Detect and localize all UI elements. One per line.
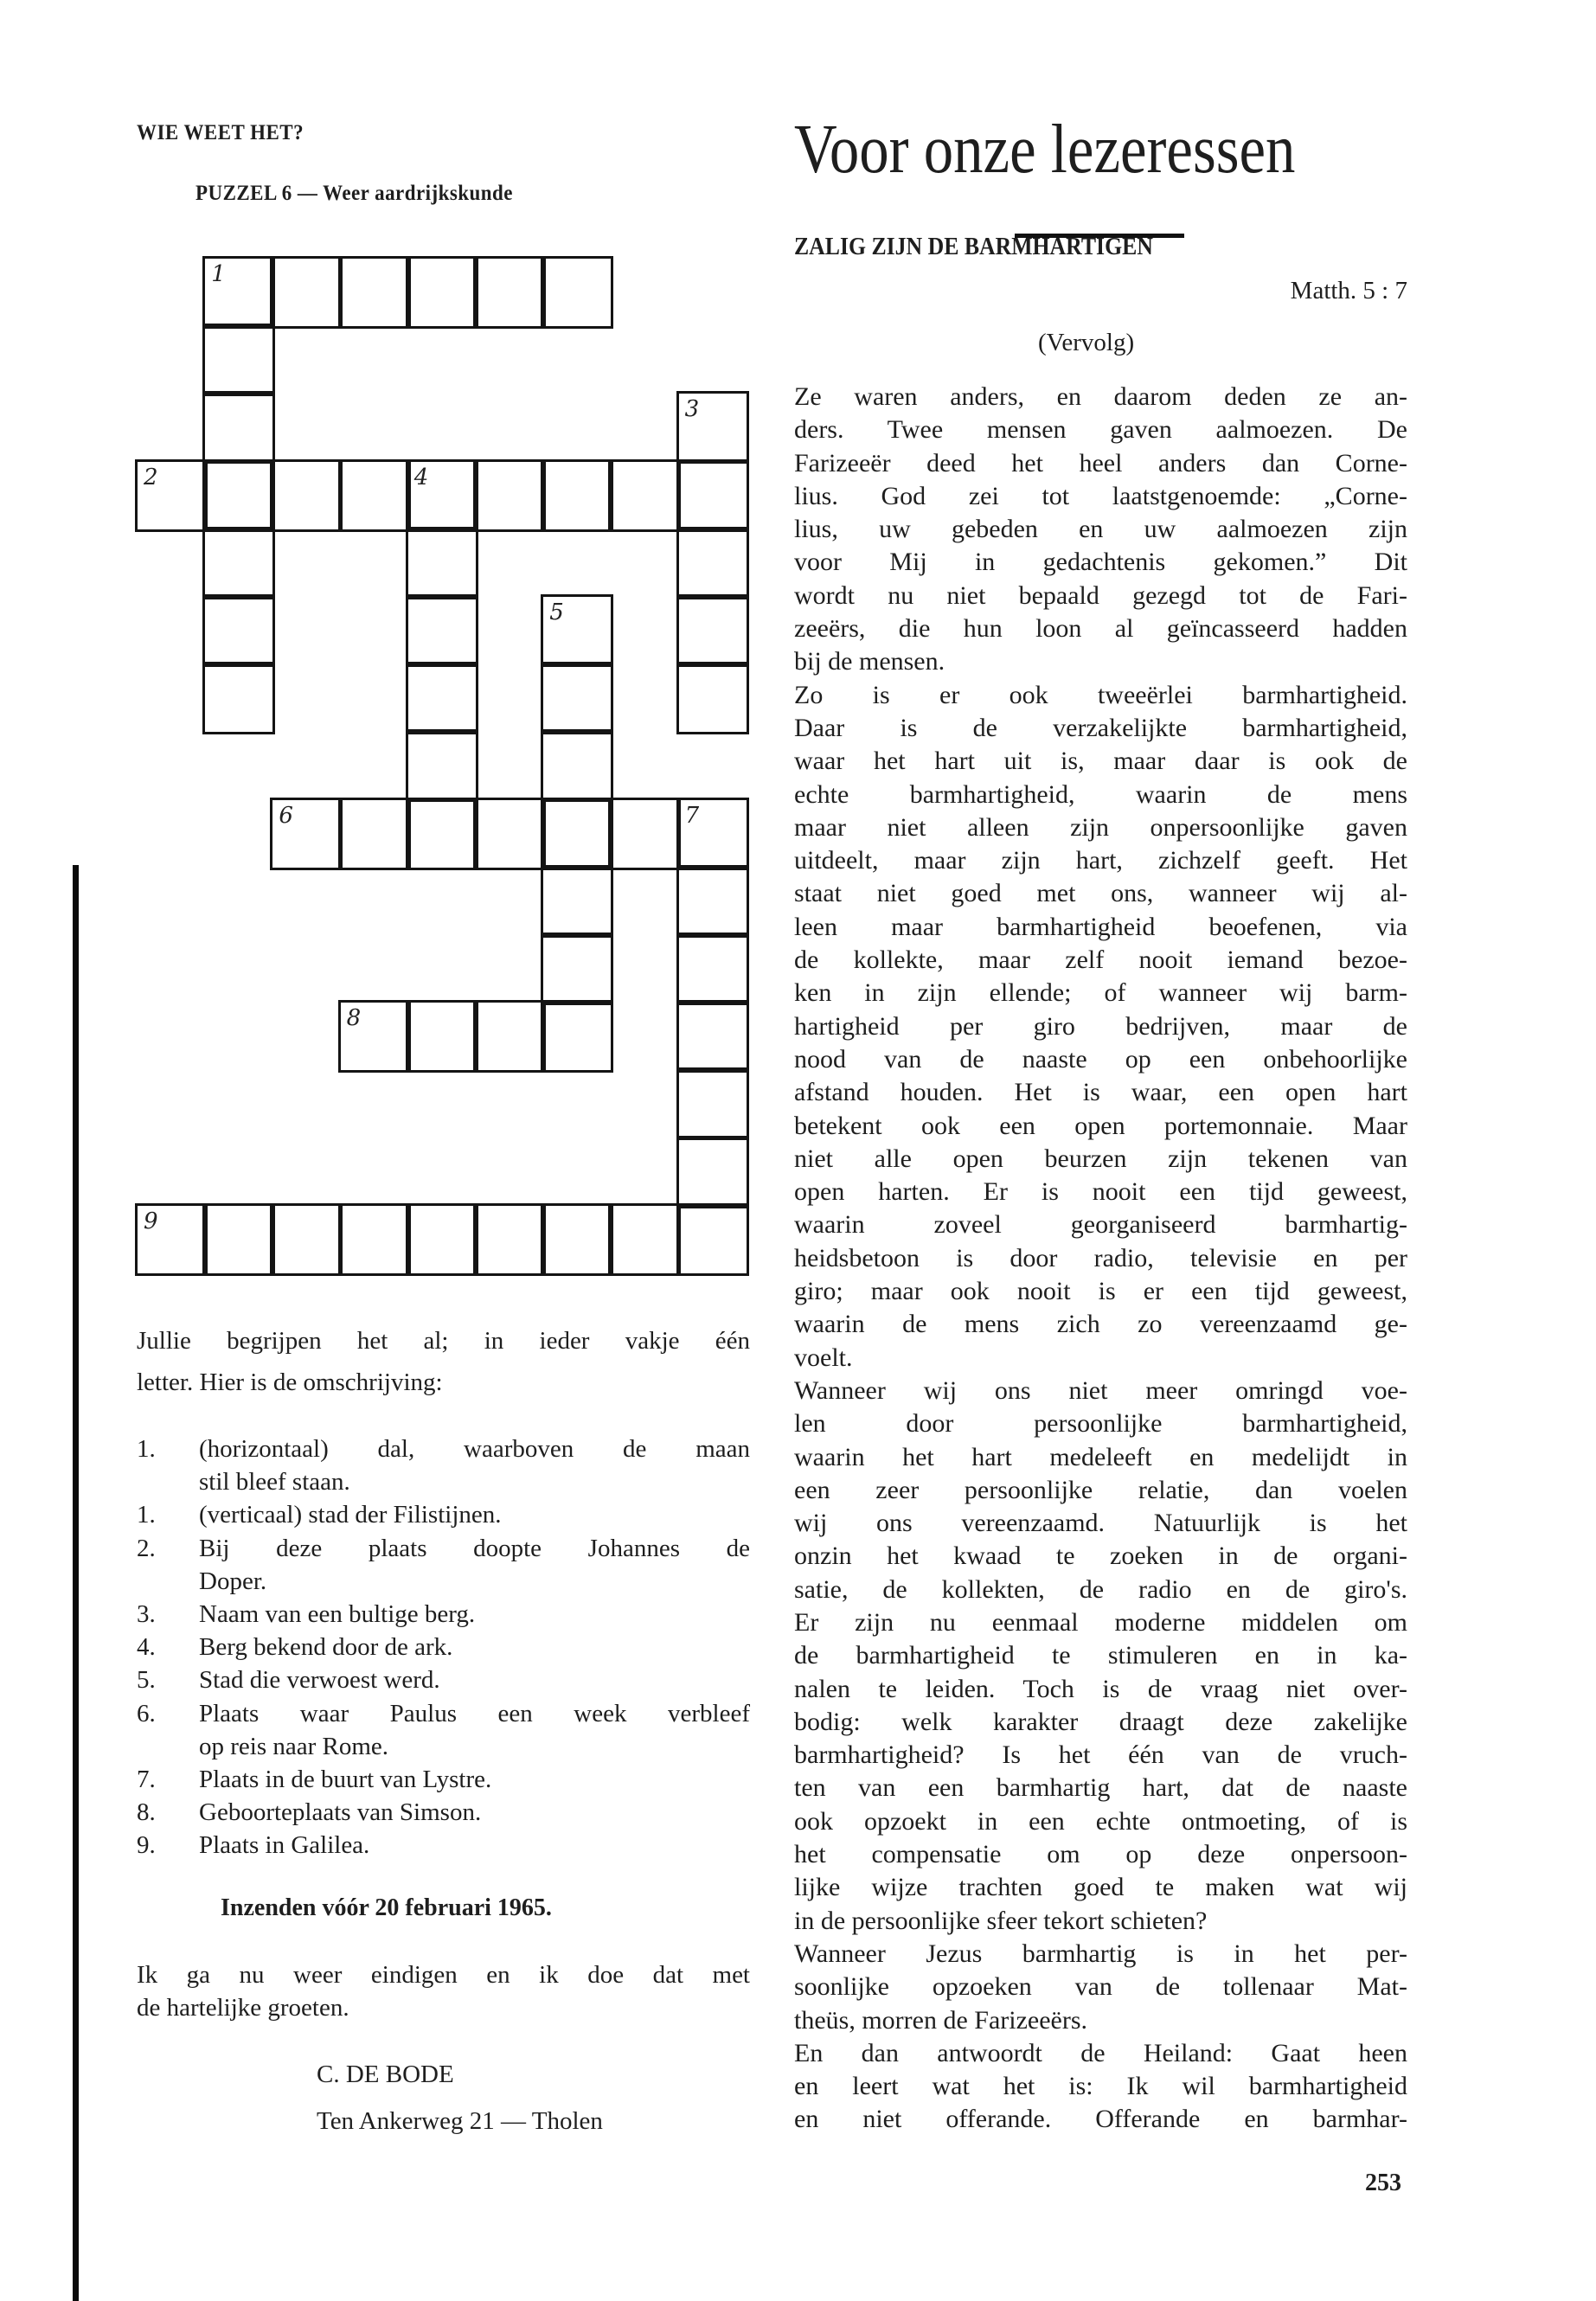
text-line: Doper. [199, 1567, 267, 1595]
text-line: Plaats in de buurt van Lystre. [199, 1765, 492, 1793]
clue-number: 7. [137, 1765, 156, 1793]
crossword-cell[interactable] [676, 1136, 749, 1208]
cell-number: 5 [549, 599, 564, 625]
text-line: ders. Twee mensen gaven aalmoezen. De [794, 415, 1407, 445]
crossword-cell[interactable] [676, 1203, 749, 1276]
clue-number: 3. [137, 1599, 156, 1628]
crossword-cell[interactable] [338, 256, 411, 329]
crossword-cell[interactable] [406, 527, 478, 599]
crossword-cell[interactable] [270, 1203, 343, 1276]
crossword-cell[interactable] [541, 1203, 613, 1276]
cell-number: 2 [144, 464, 158, 490]
text-line: Plaats in Galilea. [199, 1831, 370, 1860]
clue-item [137, 1631, 750, 1663]
crossword-cell[interactable] [676, 527, 749, 599]
crossword-cell[interactable] [541, 1000, 613, 1073]
text-line: Farizeeër deed het heel anders dan Corne- [794, 448, 1407, 478]
clue-item [137, 1763, 750, 1796]
text-line: giro; maar ook nooit is er een tijd geweest, [794, 1277, 1407, 1306]
text-line: en niet offerande. Offerande en barmhar- [794, 2105, 1407, 2134]
text-line: ten van een barmhartig hart, dat de naaste [794, 1773, 1407, 1803]
crossword-cell[interactable] [338, 1203, 411, 1276]
cell-number: 3 [684, 396, 700, 423]
text-line: het compensatie om op deze onpersoon- [794, 1840, 1407, 1869]
clue-text [199, 1697, 750, 1763]
text-line: Er zijn nu eenmaal moderne middelen om [794, 1607, 1407, 1637]
crossword-cell[interactable] [270, 256, 343, 329]
text-line: open harten. Er is nooit een tijd geweest, [794, 1177, 1407, 1207]
clue-number: 9. [137, 1831, 156, 1860]
crossword-cell[interactable] [676, 662, 749, 734]
crossword-cell[interactable] [541, 256, 613, 329]
clue-item [137, 1532, 750, 1598]
text-line: maar niet alleen zijn onpersoonlijke gaven [794, 812, 1407, 842]
section-heading: WIE WEET HET? [137, 121, 304, 144]
crossword-cell[interactable] [608, 798, 681, 870]
clue-number: 4. [137, 1633, 156, 1662]
crossword-cell[interactable] [676, 933, 749, 1005]
crossword-cell[interactable] [676, 594, 749, 667]
clue-item [137, 1796, 750, 1829]
clue-number: 1. [137, 1435, 156, 1463]
clue-number: 8. [137, 1798, 156, 1827]
crossword-cell[interactable] [676, 459, 749, 532]
text-line: lius, uw gebeden en uw aalmoezen zijn [794, 515, 1407, 544]
crossword-cell[interactable] [406, 1203, 478, 1276]
clue-item [137, 1498, 750, 1531]
crossword-cell[interactable] [541, 933, 613, 1005]
crossword-cell[interactable] [202, 1203, 275, 1276]
text-line: onzin het kwaad te zoeken in de organi- [794, 1541, 1407, 1571]
crossword-cell[interactable] [676, 1067, 749, 1140]
clue-item [137, 1697, 750, 1763]
text-line: de kollekte, maar zelf nooit iemand bezoe- [794, 945, 1407, 975]
clue-list [137, 1433, 750, 1862]
crossword-cell[interactable] [473, 459, 546, 532]
text-line: betekent ook een open portemonnaie. Maar [794, 1111, 1407, 1140]
cell-number: 9 [144, 1208, 158, 1234]
text-line: voor Mij in gedachtenis gekomen.” Dit [794, 548, 1407, 577]
text-line: lijke wijze trachten goed te maken wat wij [794, 1873, 1407, 1902]
text-line: Bij deze plaats doopte Johannes de [199, 1534, 750, 1562]
clue-number: 6. [137, 1699, 156, 1727]
text-line: nood van de naaste op een onbehoorlijke [794, 1044, 1407, 1074]
text-line: nalen te leiden. Toch is de vraag niet over- [794, 1674, 1407, 1703]
text-line: satie, de kollekten, de radio en de giro's. [794, 1574, 1407, 1604]
submission-deadline: Inzenden vóór 20 februari 1965. [221, 1894, 552, 1921]
crossword-cell[interactable] [202, 391, 275, 464]
text-line: uitdeelt, maar zijn hart, zichzelf geeft. Het [794, 846, 1407, 875]
crossword-cell[interactable] [338, 459, 411, 532]
text-line: ken in zijn ellende; of wanneer wij barm- [794, 978, 1407, 1008]
crossword-cell[interactable] [676, 1000, 749, 1073]
clue-number: 5. [137, 1666, 156, 1695]
clue-number: 2. [137, 1534, 156, 1562]
text-line: Berg bekend door de ark. [199, 1633, 453, 1662]
text-line: Naam van een bultige berg. [199, 1599, 476, 1628]
text-line: (verticaal) stad der Filistijnen. [199, 1501, 502, 1529]
text-line: Jullie begrijpen het al; in ieder vakje één [137, 1327, 750, 1355]
crossword-cell[interactable] [202, 527, 275, 599]
crossword-cell[interactable] [541, 729, 613, 802]
text-line: leen maar barmhartigheid beoefenen, via [794, 912, 1407, 941]
text-line: waar het hart uit is, maar daar is ook de [794, 747, 1407, 776]
crossword-cell[interactable] [338, 798, 411, 870]
text-line: staat niet goed met ons, wanneer wij al- [794, 879, 1407, 908]
crossword-cell[interactable] [406, 798, 478, 870]
text-line: een zeer persoonlijke relatie, dan voelen [794, 1475, 1407, 1504]
clue-number: 1. [137, 1501, 156, 1529]
cell-number: 1 [211, 261, 226, 287]
text-line: heidsbetoon is door radio, televisie en per [794, 1243, 1407, 1272]
clue-text [199, 1796, 750, 1829]
clue-item [137, 1598, 750, 1631]
text-line: Stad die verwoest werd. [199, 1666, 440, 1695]
text-line: wordt nu niet bepaald gezegd tot de Fari- [794, 580, 1407, 610]
text-line: de hartelijke groeten. [137, 1994, 349, 2022]
text-line: Wanneer Jezus barmhartig is in het per- [794, 1939, 1407, 1968]
cell-number: 8 [346, 1005, 362, 1032]
text-line: Plaats waar Paulus een week verbleef [199, 1699, 750, 1727]
text-line: barmhartigheid? Is het één van de vruch- [794, 1740, 1407, 1770]
crossword-cell[interactable] [202, 594, 275, 667]
text-line: lius. God zei tot laatstgenoemde: „Corne- [794, 481, 1407, 510]
text-line: Ze waren anders, en daarom deden ze an- [794, 382, 1407, 411]
text-line: bij de mensen. [794, 647, 945, 676]
text-line: hartigheid per giro bedrijven, maar de [794, 1011, 1407, 1041]
clue-text [199, 1631, 750, 1663]
article-body [794, 381, 1407, 2137]
signature-address: Ten Ankerweg 21 — Tholen [317, 2107, 603, 2135]
cell-number: 7 [684, 802, 700, 829]
clue-text [199, 1829, 750, 1862]
continued-label: (Vervolg) [1038, 329, 1135, 356]
crossword-cell[interactable] [473, 798, 546, 870]
text-line: op reis naar Rome. [199, 1732, 389, 1760]
crossword-cell[interactable] [406, 256, 478, 329]
text-line: in de persoonlijke sfeer tekort schieten? [794, 1906, 1208, 1935]
signature-name: C. DE BODE [317, 2061, 454, 2088]
text-line: niet alle open beurzen zijn tekenen van [794, 1144, 1407, 1173]
crossword-cell[interactable] [202, 662, 275, 734]
puzzle-title: PUZZEL 6 — Weer aardrijkskunde [195, 182, 513, 205]
clue-text [199, 1498, 750, 1531]
clue-text [199, 1433, 750, 1498]
crossword-cell[interactable] [473, 256, 546, 329]
text-line: Geboorteplaats van Simson. [199, 1798, 482, 1827]
text-line: Daar is de verzakelijkte barmhartigheid, [794, 713, 1407, 742]
text-line: En dan antwoordt de Heiland: Gaat heen [794, 2038, 1407, 2067]
clue-text [199, 1598, 750, 1631]
text-line: afstand houden. Het is waar, een open hart [794, 1078, 1407, 1107]
crossword-cell[interactable] [202, 459, 275, 532]
crossword-cell[interactable] [406, 662, 478, 734]
crossword-cell[interactable] [473, 1203, 546, 1276]
article-title: Voor onze lezeressen [794, 112, 1296, 188]
text-line: Wanneer wij ons niet meer omringd voe- [794, 1375, 1407, 1405]
text-line: (horizontaal) dal, waarboven de maan [199, 1435, 750, 1463]
crossword-cell[interactable] [608, 459, 681, 532]
crossword-cell[interactable] [406, 729, 478, 802]
crossword-cell[interactable] [541, 865, 613, 938]
cell-number: 4 [413, 464, 429, 490]
cell-number: 6 [279, 802, 293, 829]
crossword-cell[interactable] [473, 1000, 546, 1073]
crossword-cell[interactable] [608, 1203, 681, 1276]
closing-text [137, 1958, 750, 2024]
crossword-cell[interactable] [541, 662, 613, 734]
text-line: soonlijke opzoeken van de tollenaar Mat- [794, 1972, 1407, 2002]
clue-item [137, 1433, 750, 1498]
article-subtitle: ZALIG ZIJN DE BARMHARTIGEN [794, 234, 1153, 260]
text-line: wij ons vereenzaamd. Natuurlijk is het [794, 1509, 1407, 1538]
text-line: theüs, morren de Farizeeërs. [794, 2005, 1088, 2035]
text-line: en leert wat het is: Ik wil barmhartigheid [794, 2072, 1407, 2101]
crossword-cell[interactable] [676, 865, 749, 938]
text-line: voelt. [794, 1343, 853, 1372]
crossword-cell[interactable] [270, 459, 343, 532]
bible-reference: Matth. 5 : 7 [1290, 277, 1407, 304]
crossword-cell[interactable] [541, 459, 613, 532]
text-line: echte barmhartigheid, waarin de mens [794, 779, 1407, 809]
clue-text [199, 1663, 750, 1696]
text-line: letter. Hier is de omschrijving: [137, 1368, 443, 1396]
clue-item [137, 1829, 750, 1862]
page-number: 253 [1365, 2170, 1401, 2196]
text-line: ook opzoekt in een echte ontmoeting, of is [794, 1806, 1407, 1836]
text-line: stil bleef staan. [199, 1468, 350, 1497]
clue-item [137, 1663, 750, 1696]
crossword-cell[interactable] [406, 1000, 478, 1073]
clue-text [199, 1763, 750, 1796]
crossword-cell[interactable] [406, 594, 478, 667]
text-line: Ik ga nu weer eindigen en ik doe dat met [137, 1961, 750, 1989]
text-line: waarin de mens zich zo vereenzaamd ge- [794, 1310, 1407, 1339]
text-line: waarin zoveel georganiseerd barmhartig- [794, 1210, 1407, 1240]
crossword-cell[interactable] [202, 324, 275, 396]
puzzle-intro [137, 1320, 750, 1403]
text-line: zeeërs, die hun loon al geïncasseerd hadden [794, 614, 1407, 644]
text-line: Zo is er ook tweeërlei barmhartigheid. [794, 680, 1407, 709]
crossword-cell[interactable] [541, 798, 613, 870]
text-line: de barmhartigheid te stimuleren en in ka- [794, 1641, 1407, 1670]
clue-text [199, 1532, 750, 1598]
text-line: bodig: welk karakter draagt deze zakelijke [794, 1707, 1407, 1736]
text-line: waarin het hart medeleeft en medelijdt in [794, 1442, 1407, 1471]
text-line: len door persoonlijke barmhartigheid, [794, 1409, 1407, 1439]
